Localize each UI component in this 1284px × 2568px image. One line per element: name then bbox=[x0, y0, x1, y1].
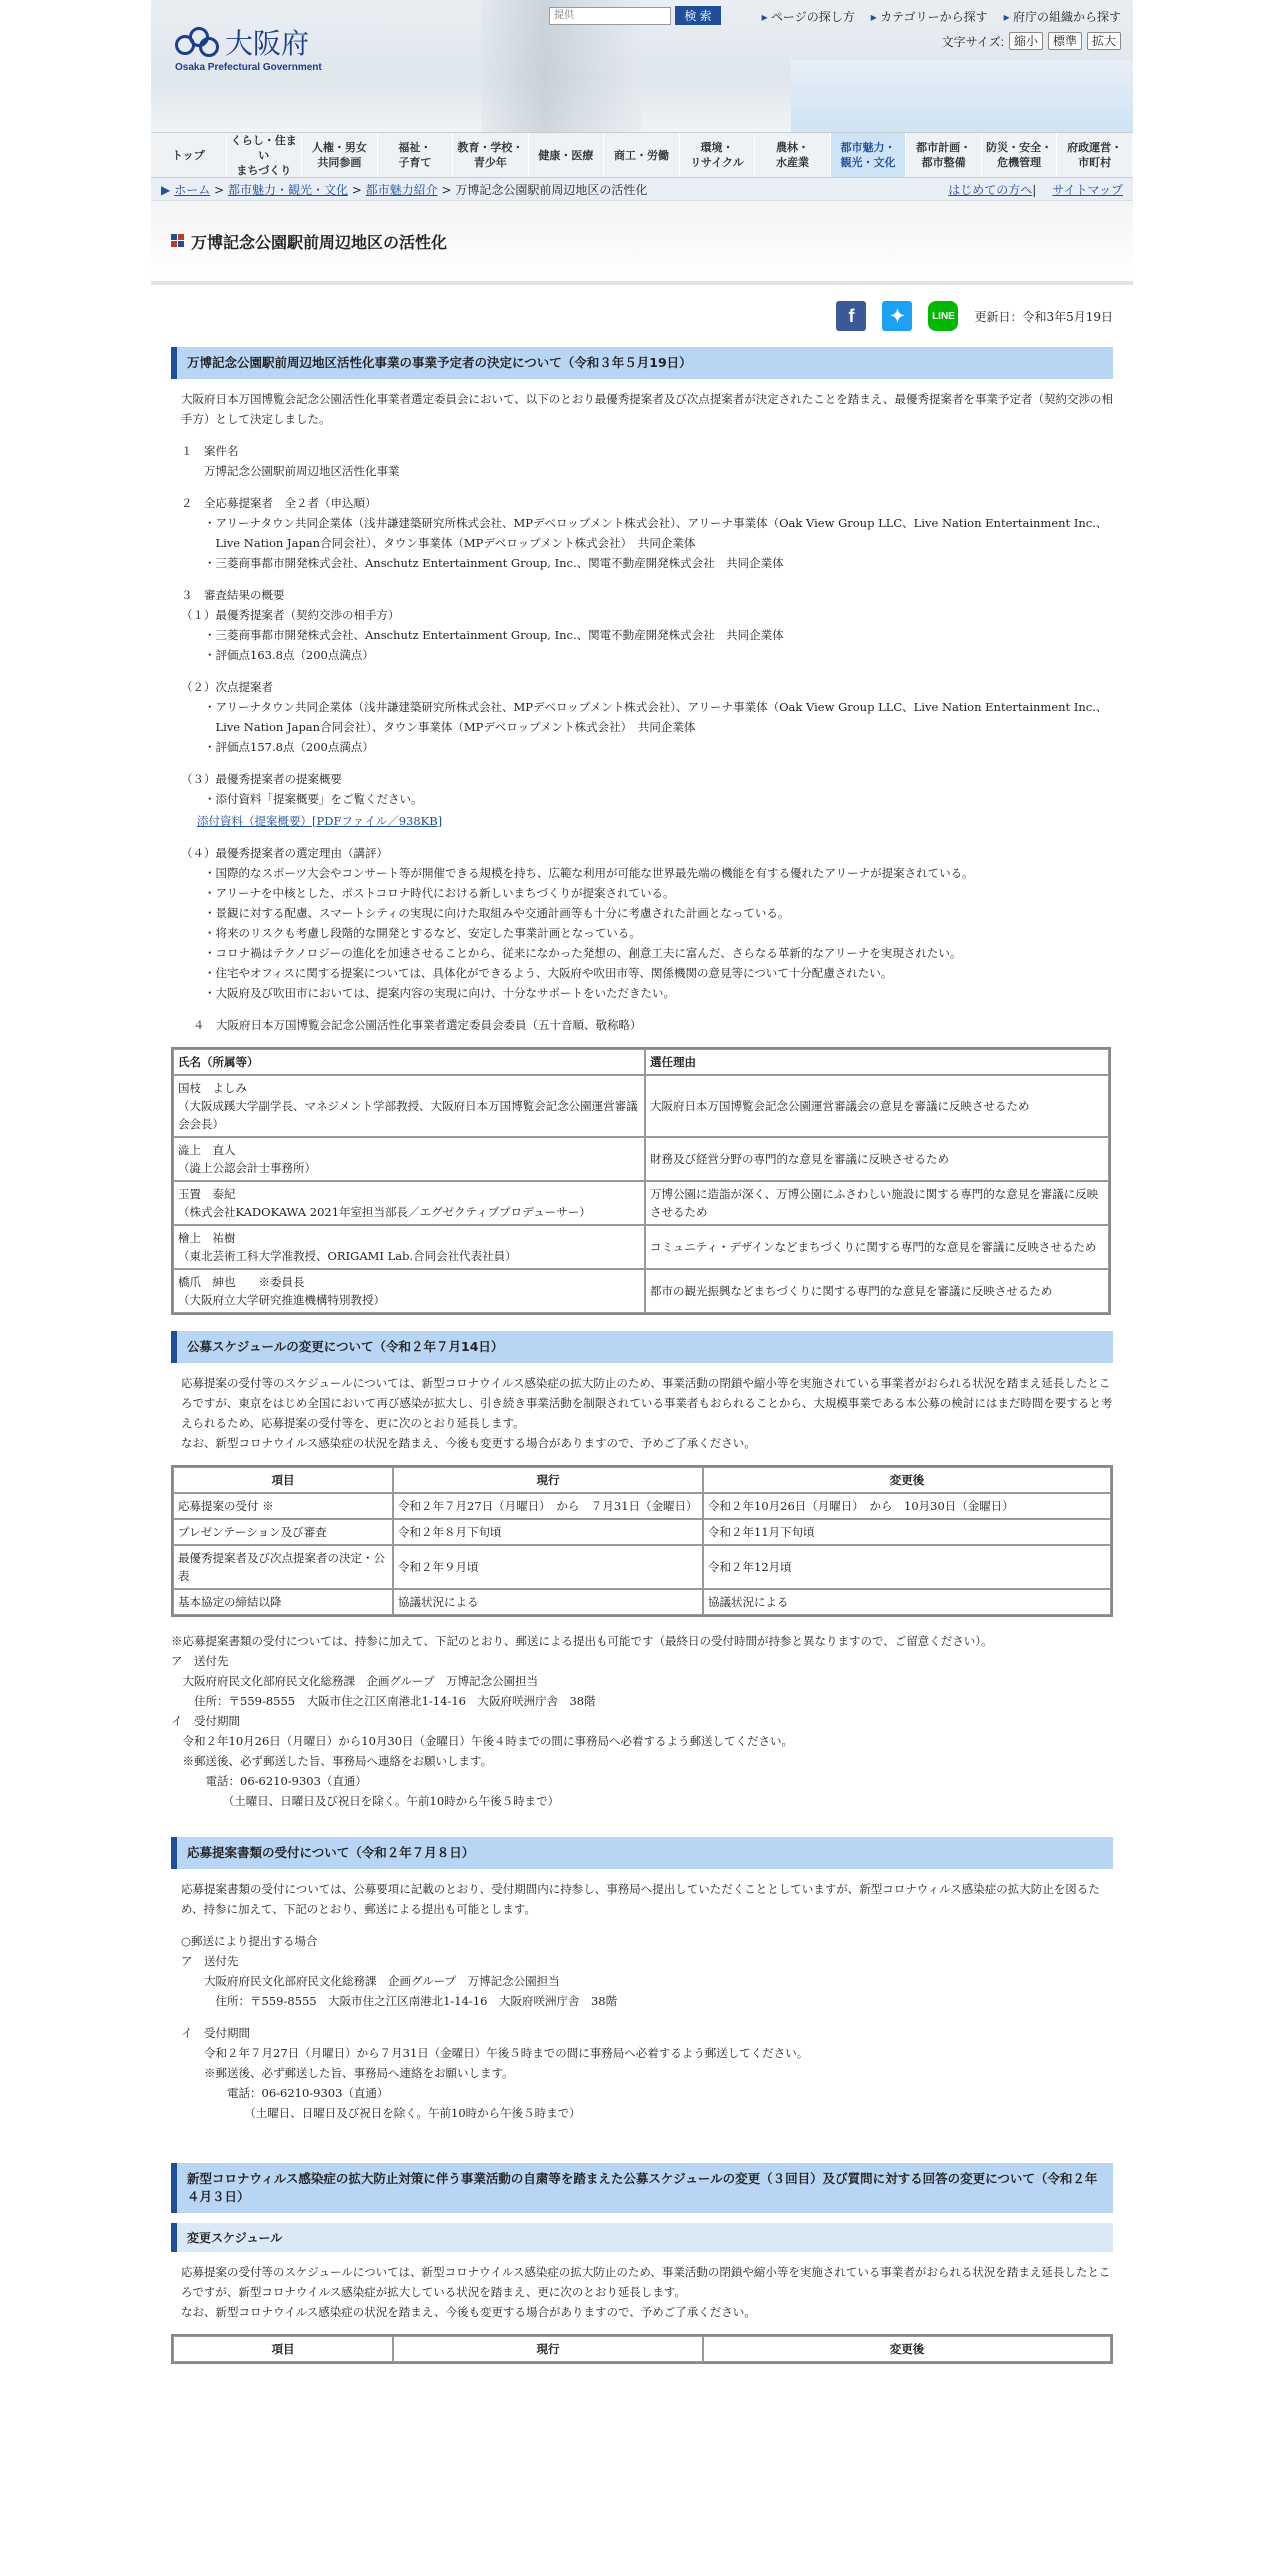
section1-item2: ２ 全応募提案者 全２者（申込順） ・アリーナタウン共同企業体（浅井謙建築研究所株式会社、MPデベロップメント株式会社）、アリーナ事業体（Oak View Group LLC、Live Nation Entertainment Inc.、 Live Nation Japan合同会社）、タウン事業体（MPデベロップメント株式会社） 共同企業体 ・三菱商事都市開発株式会社、Anschutz Entertainment Group, Inc.、関電不動産開発株式会社 共同企業体 bbox=[181, 496, 1108, 570]
table-cell: プレゼンテーション及び審査 bbox=[173, 1519, 393, 1545]
nav-item-human-rights[interactable]: 人権・男女 共同参画 bbox=[302, 133, 378, 177]
table-cell: 檜上 祐樹 （東北芸術工科大学准教授、ORIGAMI Lab.合同会社代表社員） bbox=[173, 1225, 645, 1269]
breadcrumb-bar bbox=[151, 178, 1133, 201]
nav-item-disaster[interactable]: 防災・安全・ 危機管理 bbox=[982, 133, 1058, 177]
table-header-cell: 項目 bbox=[173, 1467, 393, 1493]
table-cell: 令和２年10月26日（月曜日） から 10月30日（金曜日） bbox=[703, 1493, 1111, 1519]
table-cell: 澁上 直人 （澁上公認会計士事務所） bbox=[173, 1137, 645, 1181]
nav-item-education[interactable]: 教育・学校・ 青少年 bbox=[453, 133, 529, 177]
section1-intro: 大阪府日本万国博覧会記念公園活性化事業者選定委員会において、以下のとおり最優秀提案者及び次点提案者が決定されたことを踏まえ、最優秀提案者を事業予定者（契約交渉の相手方）として決定しました。 bbox=[181, 392, 1113, 426]
link-by-category[interactable]: ▸ カテゴリーから探す bbox=[871, 8, 988, 25]
table-row bbox=[173, 1137, 1109, 1181]
section3-heading: 応募提案書類の受付について（令和２年７月８日） bbox=[171, 1837, 1113, 1869]
breadcrumb-level2[interactable]: 都市魅力紹介 bbox=[365, 182, 438, 197]
utility-links: はじめての方へ| サイトマップ bbox=[948, 182, 1123, 197]
breadcrumb-home[interactable]: ホーム bbox=[174, 182, 211, 197]
table-header-cell: 選任理由 bbox=[645, 1049, 1109, 1075]
table-row bbox=[173, 1589, 1111, 1615]
section1-item3: ３ 審査結果の概要 （１）最優秀提案者（契約交渉の相手方） ・三菱商事都市開発株式会社、Anschutz Entertainment Group, Inc.、関電不動産開発株式会社 共同企業体 ・評価点163.8点（200点満点） bbox=[181, 588, 784, 662]
table-cell: 万博公園に造詣が深く、万博公園にふさわしい施設に関する専門的な意見を審議に反映させるため bbox=[645, 1181, 1109, 1225]
title-bar bbox=[151, 201, 1133, 281]
table-cell: 令和２年12月頃 bbox=[703, 1545, 1111, 1589]
nav-item-administration[interactable]: 府政運営・ 市町村 bbox=[1057, 133, 1133, 177]
table-header-row bbox=[173, 1467, 1111, 1493]
section4-heading: 新型コロナウィルス感染症の拡大防止対策に伴う事業活動の自粛等を踏まえた公募スケジュールの変更（３回目）及び質問に対する回答の変更について（令和２年４月３日） bbox=[171, 2163, 1113, 2213]
table-cell: 令和２年９月頃 bbox=[393, 1545, 703, 1589]
sitemap-link[interactable]: サイトマップ bbox=[1052, 182, 1123, 197]
table-row bbox=[173, 1181, 1109, 1225]
page-title: 万博記念公園駅前周辺地区の活性化 bbox=[191, 232, 448, 252]
nav-item-environment[interactable]: 環境・ リサイクル bbox=[680, 133, 756, 177]
top-links bbox=[762, 8, 1121, 25]
skyline-banner-image bbox=[791, 60, 1133, 132]
table-cell: 協議状況による bbox=[703, 1589, 1111, 1615]
schedule-table-2 bbox=[171, 1465, 1113, 1617]
section2-heading: 公募スケジュールの変更について（令和２年７月14日） bbox=[171, 1331, 1113, 1363]
social-bar bbox=[151, 285, 1133, 331]
table-header-row bbox=[173, 1049, 1109, 1075]
table-row bbox=[173, 1075, 1109, 1137]
table-cell: 財務及び経営分野の専門的な意見を審議に反映させるため bbox=[645, 1137, 1109, 1181]
table-header-cell: 項目 bbox=[173, 2336, 393, 2362]
breadcrumb-level1[interactable]: 都市魅力・観光・文化 bbox=[227, 182, 348, 197]
table-row bbox=[173, 1269, 1109, 1313]
facebook-share-icon[interactable]: f bbox=[836, 301, 866, 331]
section4-subheading: 変更スケジュール bbox=[171, 2223, 1113, 2252]
first-time-link[interactable]: はじめての方へ bbox=[948, 182, 1033, 197]
global-nav bbox=[151, 132, 1133, 178]
line-share-icon[interactable]: LINE bbox=[928, 301, 958, 331]
section3-mail: ○郵送により提出する場合 ア 送付先 大阪府府民文化部府民文化総務課 企画グループ 万博記念公園担当 住所：〒559-8555 大阪市住之江区南港北1-14-16 大阪府咲洲庁舎 38階 bbox=[181, 1934, 618, 2008]
link-how-to-find[interactable]: ▸ ページの探し方 bbox=[762, 8, 855, 25]
table-row bbox=[173, 1225, 1109, 1269]
schedule-table-4 bbox=[171, 2334, 1113, 2364]
section4-intro: 応募提案の受付等のスケジュールについては、新型コロナウイルス感染症の拡大防止のため、事業活動の閉鎖や縮小等を実施されている事業者がおられる状況を踏まえ延長したところですが、新型コロナウイルス感染症が拡大している状況を踏まえ、更に次のとおり延長します。 なお、新型コロナウイルス感染症の状況を踏まえ、今後も変更する場合がありますので、予めご了承ください。 bbox=[181, 2265, 1111, 2319]
section2-intro: 応募提案の受付等のスケジュールについては、新型コロナウイルス感染症の拡大防止のため、事業活動の閉鎖や縮小等を実施されている事業者がおられる状況を踏まえ延長したところですが、東京をはじめ全国において再び感染が拡大し、引き続き事業活動を制限されている事業者もおられることから、大規模事業である本公募の検討にはまだ時間を要すると考えられるため、応募提案の受付等を、更に次のとおり延長します。 なお、新型コロナウイルス感染症の状況を踏まえ、今後も変更する場合がありますので、予めご了承ください。 bbox=[181, 1376, 1113, 1450]
font-size-large-button[interactable]: 拡大 bbox=[1087, 32, 1121, 50]
nav-item-tourism[interactable]: 都市魅力・ 観光・文化 bbox=[831, 133, 907, 177]
table-header-cell: 現行 bbox=[393, 2336, 703, 2362]
table-cell: 協議状況による bbox=[393, 1589, 703, 1615]
table-row bbox=[173, 1493, 1111, 1519]
search-input[interactable] bbox=[549, 7, 671, 25]
font-size-normal-button[interactable]: 標準 bbox=[1048, 32, 1082, 50]
attachment-link-row bbox=[181, 811, 1113, 831]
section1-item4: ４ 大阪府日本万国博覧会記念公園活性化事業者選定委員会委員（五十音順、敬称略） bbox=[193, 1018, 642, 1032]
table-cell: 国枝 よしみ （大阪成蹊大学副学長、マネジメント学部教授、大阪府日本万国博覧会記念公園運営審議会会長） bbox=[173, 1075, 645, 1137]
page bbox=[151, 0, 1133, 2364]
table-row bbox=[173, 1519, 1111, 1545]
table-row bbox=[173, 1545, 1111, 1589]
table-header-row bbox=[173, 2336, 1111, 2362]
link-by-organization[interactable]: ▸ 府庁の組織から探す bbox=[1004, 8, 1121, 25]
nav-item-living[interactable]: くらし・住まい まちづくり bbox=[227, 133, 303, 177]
section1-item3-2: （２）次点提案者 ・アリーナタウン共同企業体（浅井謙建築研究所株式会社、MPデベロップメント株式会社）、アリーナ事業体（Oak View Group LLC、Live Nation Entertainment Inc.、 Live Nation Japan合同会社）、タウン事業体（MPデベロップメント株式会社） 共同企業体 ・評価点157.8点（200点満点） bbox=[181, 680, 1108, 754]
table-cell: 玉置 泰紀 （株式会社KADOKAWA 2021年室担当部長／エグゼクティブプロデューサー） bbox=[173, 1181, 645, 1225]
attachment-pdf-link[interactable]: 添付資料（提案概要）[PDFファイル／938KB] bbox=[197, 814, 443, 828]
table-cell: 令和２年７月27日（月曜日） から ７月31日（金曜日） bbox=[393, 1493, 703, 1519]
table-header-cell: 変更後 bbox=[703, 1467, 1111, 1493]
section2-notes: ※応募提案書類の受付については、持参に加えて、下記のとおり、郵送による提出も可能です（最終日の受付時間が持参と異なりますので、ご留意ください）。 ア 送付先 大阪府府民文化部府民文化総務課 企画グループ 万博記念公園担当 住所：〒559-8555 大阪市住之江区南港北1-14-16 大阪府咲洲庁舎 38階 イ 受付期間 令和２年10月26日（月曜日）から10月30日（金曜日）午後４時までの間に事務局へ必着するよう郵送してください。 ※郵送後、必ず郵送した旨、事務局へ連絡をお願いします。 電話：06-6210-9303（直通） （土曜日、日曜日及び祝日を除く。午前10時から午後５時まで） bbox=[171, 1634, 993, 1808]
table-header-cell: 変更後 bbox=[703, 2336, 1111, 2362]
twitter-share-icon[interactable]: ✦ bbox=[882, 301, 912, 331]
table-cell: 基本協定の締結以降 bbox=[173, 1589, 393, 1615]
table-cell: 最優秀提案者及び次点提案者の決定・公表 bbox=[173, 1545, 393, 1589]
search-box bbox=[549, 6, 721, 25]
section1-heading: 万博記念公園駅前周辺地区活性化事業の事業予定者の決定について（令和３年５月19日） bbox=[171, 347, 1113, 379]
main-content bbox=[151, 347, 1133, 2364]
font-size-small-button[interactable]: 縮小 bbox=[1009, 32, 1043, 50]
nav-item-agriculture[interactable]: 農林・ 水産業 bbox=[755, 133, 831, 177]
site-logo[interactable] bbox=[175, 22, 309, 62]
table-cell: 令和２年８月下旬頃 bbox=[393, 1519, 703, 1545]
table-cell: 大阪府日本万国博覧会記念公園運営審議会の意見を審議に反映させるため bbox=[645, 1075, 1109, 1137]
font-size-controls bbox=[942, 32, 1121, 50]
table-cell: コミュニティ・デザインなどまちづくりに関する専門的な意見を審議に反映させるため bbox=[645, 1225, 1109, 1269]
home-icon: ▶ bbox=[161, 182, 171, 197]
updated-date: 更新日：令和3年5月19日 bbox=[974, 309, 1113, 324]
nav-item-top[interactable]: トップ bbox=[151, 133, 227, 177]
breadcrumb-current: 万博記念公園駅前周辺地区の活性化 bbox=[455, 182, 648, 197]
title-square-icon bbox=[171, 234, 185, 248]
font-size-label: 文字サイズ: bbox=[941, 34, 1004, 49]
section1-item1: １ 案件名 万博記念公園駅前周辺地区活性化事業 bbox=[181, 444, 400, 478]
table-header-cell: 氏名（所属等） bbox=[173, 1049, 645, 1075]
section3-period: イ 受付期間 令和２年７月27日（月曜日）から７月31日（金曜日）午後５時までの間に事務局へ必着するよう郵送してください。 ※郵送後、必ず郵送した旨、事務局へ連絡をお願いします。 電話：06-6210-9303（直通） （土曜日、日曜日及び祝日を除く。午前10時から午後５時まで） bbox=[181, 2026, 809, 2120]
section1-item3-3: （３）最優秀提案者の提案概要 ・添付資料「提案概要」をご覧ください。 bbox=[181, 772, 423, 806]
table-header-cell: 現行 bbox=[393, 1467, 703, 1493]
table-cell: 都市の観光振興などまちづくりに関する専門的な意見を審議に反映させるため bbox=[645, 1269, 1109, 1313]
logo-text: 大阪府 bbox=[225, 27, 310, 60]
logo-mark-icon bbox=[175, 27, 219, 57]
logo-subtitle: Osaka Prefectural Government bbox=[175, 62, 322, 73]
section1-item3-4: （４）最優秀提案者の選定理由（講評） ・国際的なスポーツ大会やコンサート等が開催できる規模を持ち、広範な利用が可能な世界最先端の機能を有する優れたアリーナが提案されている。 ・アリーナを中核とした、ポストコロナ時代における新しいまちづくりが提案されている。 ・景観に対する配慮、スマートシティの実現に向けた取組みや交通計画等も十分に考慮された計画となっている。 ・将来のリスクも考慮し段階的な開発とするなど、安定した事業計画となっている。 ・コロナ禍はテクノロジーの進化を加速させることから、従来になかった発想の、創意工夫に富んだ、さらなる革新的なアリーナを実現されたい。 ・住宅やオフィスに関する提案については、具体化ができるよう、大阪府や吹田市等、関係機関の意見等について十分配慮されたい。 ・大阪府及び吹田市においては、提案内容の実現に向け、十分なサポートをいただきたい。 bbox=[181, 846, 974, 1000]
nav-item-commerce[interactable]: 商工・労働 bbox=[604, 133, 680, 177]
site-header bbox=[151, 0, 1133, 132]
nav-item-health[interactable]: 健康・医療 bbox=[529, 133, 605, 177]
search-button[interactable]: 検 索 bbox=[675, 6, 721, 25]
committee-table bbox=[171, 1047, 1111, 1315]
nav-item-welfare[interactable]: 福祉・ 子育て bbox=[378, 133, 454, 177]
breadcrumb: ▶ ホーム > 都市魅力・観光・文化 > 都市魅力紹介 > 万博記念公園駅前周辺地区の活性化 bbox=[161, 182, 648, 197]
table-cell: 令和２年11月下旬頃 bbox=[703, 1519, 1111, 1545]
table-cell: 橋爪 紳也 ※委員長 （大阪府立大学研究推進機構特別教授） bbox=[173, 1269, 645, 1313]
nav-item-urban-planning[interactable]: 都市計画・ 都市整備 bbox=[906, 133, 982, 177]
section3-intro: 応募提案書類の受付については、公募要項に記載のとおり、受付期間内に持参し、事務局へ提出していただくこととしていますが、新型コロナウィルス感染症の拡大防止を図るため、持参に加えて、下記のとおり、郵送による提出も可能とします。 bbox=[181, 1882, 1100, 1916]
table-cell: 応募提案の受付 ※ bbox=[173, 1493, 393, 1519]
